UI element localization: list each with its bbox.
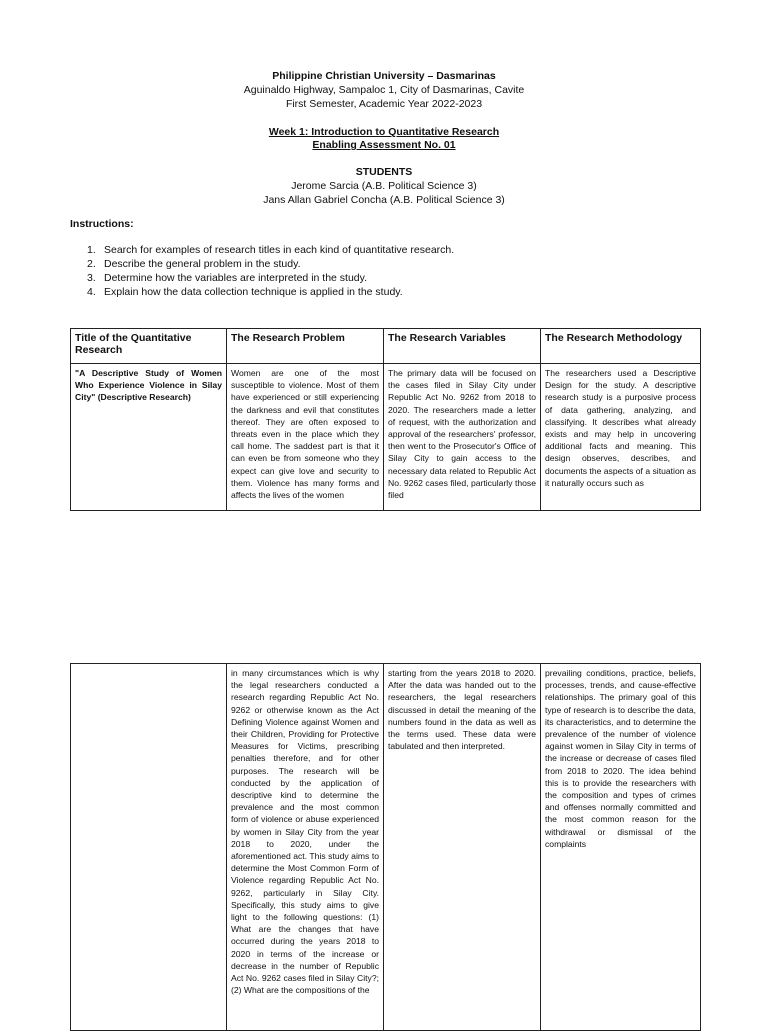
research-title-cell xyxy=(71,364,227,511)
instruction-item xyxy=(87,257,454,271)
research-problem-cell xyxy=(227,364,384,511)
research-methodology-cell xyxy=(541,364,701,511)
research-problem-text: in many circumstances which is why the legal researchers conducted a research regarding Republic Act No. 9262 or otherwise known as the Act Defining Violence against Women and their Children, Providing for Protective Measures for Victims, prescribing penalties therefore, and for other purposes. The research will be conducted by the application of descriptive kind to determine the prevalence and the most common form of violence or abuse experienced by women in Silay City from the year 2018 to 2020, under the aforementioned act. This study aims to determine the Most Common Form of Violence regarding Republic Act No. 9262, particularly in Silay City. Specifically, this study aims to give light to the following questions: (1) What are the changes that have occurred during the years 2018 to 2020 in terms of the increase or decrease in the number of Republic Act No. 9262 cases filed in Silay City?; (2) What are the compositions of the xyxy=(231,668,379,996)
research-variables-cell xyxy=(384,664,541,1031)
research-title: "A Descriptive Study of Women Who Experience Violence in Silay City" (Descriptive Research) xyxy=(75,368,222,403)
students-heading: STUDENTS xyxy=(355,166,413,178)
table-header-row xyxy=(71,329,701,364)
header-methodology: The Research Methodology xyxy=(541,329,701,364)
instruction-item xyxy=(87,243,454,257)
instruction-number: 3. xyxy=(87,272,96,284)
instruction-text: Explain how the data collection technique is applied in the study. xyxy=(104,286,403,298)
instruction-number: 1. xyxy=(87,244,96,256)
table-row xyxy=(71,364,701,511)
research-variables-cell xyxy=(384,364,541,511)
header-variables: The Research Variables xyxy=(384,329,541,364)
assessment-title: Enabling Assessment No. 01 xyxy=(312,139,456,151)
table-row xyxy=(71,664,701,1031)
student-name: Jans Allan Gabriel Concha (A.B. Political Science 3) xyxy=(263,194,505,206)
instruction-text: Search for examples of research titles in each kind of quantitative research. xyxy=(104,244,455,256)
header-title: Title of the Quantitative Research xyxy=(71,329,227,364)
research-table-page1 xyxy=(70,328,701,511)
instruction-text: Describe the general problem in the study. xyxy=(104,258,301,270)
research-problem-text: Women are one of the most susceptible to violence. Most of them have experienced or still experiencing the darkness and evil that constitutes thereof. They are often exposed to threats even in the place which they call home. The saddest part is that it can even be from someone who they expect can give love and security to them. Violence has many forms and affects the lives of the women xyxy=(231,368,379,501)
instructions-list xyxy=(87,243,454,299)
instructions-title: Instructions: xyxy=(70,218,134,230)
university-address: Aguinaldo Highway, Sampaloc 1, City of Dasmarinas, Cavite xyxy=(243,84,525,96)
research-title-cell-empty xyxy=(71,664,227,1031)
research-methodology-cell xyxy=(541,664,701,1031)
instruction-number: 2. xyxy=(87,258,96,270)
header-problem: The Research Problem xyxy=(227,329,384,364)
research-methodology-text: prevailing conditions, practice, beliefs, processes, trends, and cause-effective relationships. The primary goal of this type of research is to describe the data, its characteristics, and to determine the prevalence of the number of violence against women in Silay City in terms of the increase or decrease of cases filed from 2018 to 2020. The idea behind this is to provide the researchers with the composition and types of crimes and offenses normally committed and the most common reason for the withdrawal or dismissal of the complaints xyxy=(545,668,696,849)
instruction-item xyxy=(87,271,454,285)
research-variables-text: The primary data will be focused on the cases filed in Silay City under Republic Act No. 9262 from 2018 to 2020. The researchers made a letter of request, with the authorization and approval of the researchers' professor, then went to the Prosecutor's Office of Silay City to gain access to the necessary data related to Republic Act No. 9262 cases filed, particularly those filed xyxy=(388,368,536,501)
semester-line: First Semester, Academic Year 2022-2023 xyxy=(285,98,483,110)
university-name: Philippine Christian University – Dasmarinas xyxy=(272,70,496,82)
instruction-item xyxy=(87,285,454,299)
instruction-number: 4. xyxy=(87,286,96,298)
student-name: Jerome Sarcia (A.B. Political Science 3) xyxy=(291,180,477,192)
instruction-text: Determine how the variables are interpreted in the study. xyxy=(104,272,368,284)
research-methodology-text: The researchers used a Descriptive Design for the study. A descriptive research study is a purposive process of data gathering, analyzing, and classifying. It describes what already exists and may help in uncovering additional facts and meaning. This design observes, describes, and documents the aspects of a situation as it naturally occurs such as xyxy=(545,368,696,488)
research-variables-text: starting from the years 2018 to 2020. After the data was handed out to the researchers, the legal researchers discussed in detail the meaning of the numbers found in the data as well as the terms used. These data were tabulated and then interpreted. xyxy=(388,668,536,752)
research-problem-cell xyxy=(227,664,384,1031)
research-table-page2 xyxy=(70,663,701,1031)
week-title: Week 1: Introduction to Quantitative Research xyxy=(268,126,500,138)
